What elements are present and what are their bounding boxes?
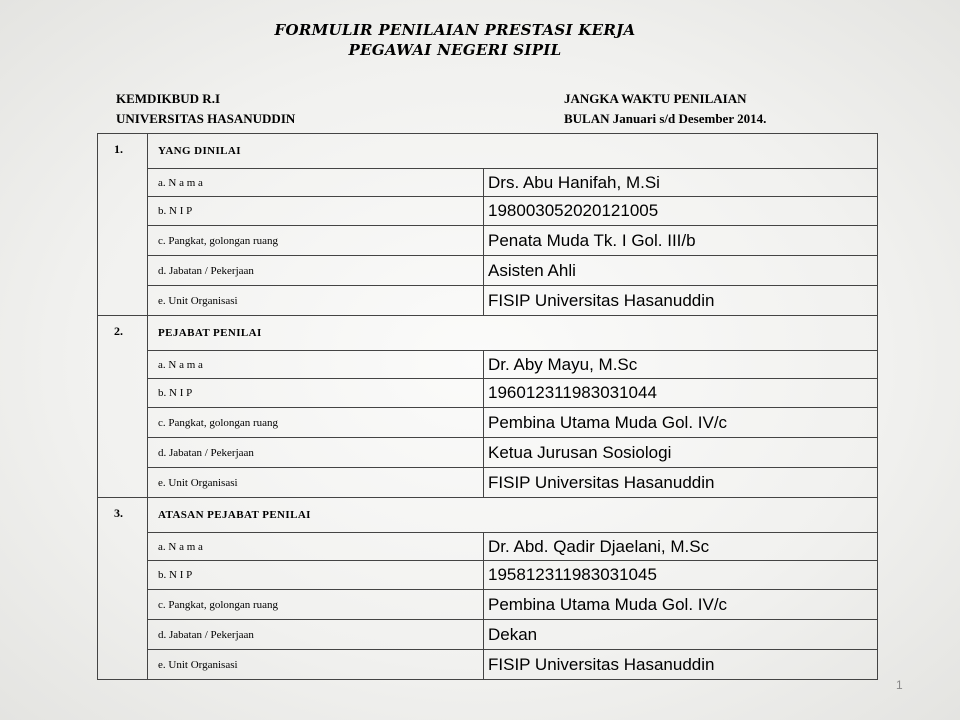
table-row — [98, 650, 878, 680]
table-row — [98, 620, 878, 650]
institution-block — [116, 89, 295, 129]
table-row — [98, 408, 878, 438]
university-name: UNIVERSITAS HASANUDDIN — [116, 111, 296, 126]
assessment-table — [97, 133, 878, 680]
period-range: BULAN Januari s/d Desember 2014. — [564, 111, 767, 126]
field-label: d. Jabatan / Pekerjaan — [148, 620, 484, 650]
ministry-name: KEMDIKBUD R.I — [116, 91, 221, 106]
field-value: Dr. Aby Mayu, M.Sc — [484, 351, 878, 379]
field-label: c. Pangkat, golongan ruang — [148, 226, 484, 256]
field-value: Pembina Utama Muda Gol. IV/c — [484, 408, 878, 438]
section-header-row — [98, 316, 878, 351]
field-value: Pembina Utama Muda Gol. IV/c — [484, 590, 878, 620]
field-label: c. Pangkat, golongan ruang — [148, 590, 484, 620]
table-row — [98, 561, 878, 590]
table-row — [98, 438, 878, 468]
field-value: Asisten Ahli — [484, 256, 878, 286]
period-block — [564, 89, 766, 129]
table-row — [98, 468, 878, 498]
field-value: 196012311983031044 — [484, 379, 878, 408]
section-header-row — [98, 134, 878, 169]
table-row — [98, 351, 878, 379]
section-title: YANG DINILAI — [148, 134, 878, 169]
table-row — [98, 533, 878, 561]
section-number: 3. — [98, 498, 148, 680]
section-title: PEJABAT PENILAI — [148, 316, 878, 351]
period-heading: JANGKA WAKTU PENILAIAN — [564, 91, 747, 106]
field-value: Drs. Abu Hanifah, M.Si — [484, 169, 878, 197]
field-value: 198003052020121005 — [484, 197, 878, 226]
table-row — [98, 590, 878, 620]
field-label: b. N I P — [148, 561, 484, 590]
field-value: Dr. Abd. Qadir Djaelani, M.Sc — [484, 533, 878, 561]
field-value: FISIP Universitas Hasanuddin — [484, 468, 878, 498]
section-number: 1. — [98, 134, 148, 316]
field-value: Dekan — [484, 620, 878, 650]
field-value: FISIP Universitas Hasanuddin — [484, 286, 878, 316]
field-label: e. Unit Organisasi — [148, 650, 484, 680]
field-label: c. Pangkat, golongan ruang — [148, 408, 484, 438]
field-value: Penata Muda Tk. I Gol. III/b — [484, 226, 878, 256]
field-value: FISIP Universitas Hasanuddin — [484, 650, 878, 680]
field-label: d. Jabatan / Pekerjaan — [148, 256, 484, 286]
page-number: 1 — [896, 678, 903, 692]
form-title: FORMULIR PENILAIAN PRESTASI KERJA — [274, 21, 636, 39]
field-label: a. N a m a — [148, 169, 484, 197]
form-subtitle: PEGAWAI NEGERI SIPIL — [348, 41, 562, 59]
table-row — [98, 226, 878, 256]
section-number: 2. — [98, 316, 148, 498]
table-row — [98, 169, 878, 197]
field-value: 195812311983031045 — [484, 561, 878, 590]
field-label: d. Jabatan / Pekerjaan — [148, 438, 484, 468]
section-title: ATASAN PEJABAT PENILAI — [148, 498, 878, 533]
field-label: e. Unit Organisasi — [148, 468, 484, 498]
field-label: b. N I P — [148, 379, 484, 408]
field-label: a. N a m a — [148, 351, 484, 379]
field-label: b. N I P — [148, 197, 484, 226]
table-row — [98, 286, 878, 316]
section-header-row — [98, 498, 878, 533]
field-label: e. Unit Organisasi — [148, 286, 484, 316]
table-row — [98, 379, 878, 408]
table-row — [98, 256, 878, 286]
field-value: Ketua Jurusan Sosiologi — [484, 438, 878, 468]
table-row — [98, 197, 878, 226]
field-label: a. N a m a — [148, 533, 484, 561]
